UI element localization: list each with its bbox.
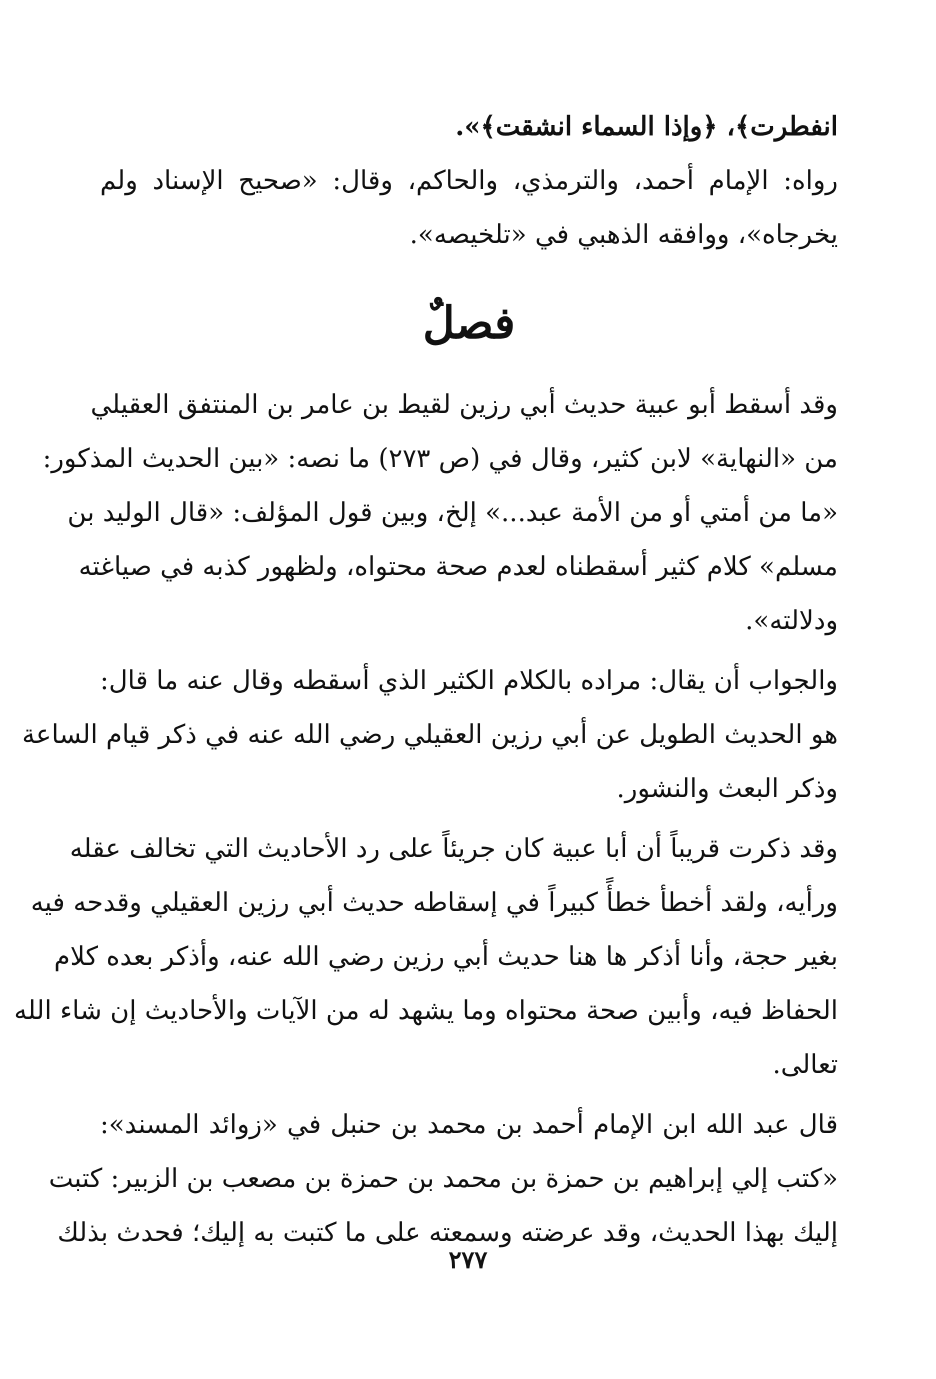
paragraph-1	[42, 378, 838, 648]
paragraph-line: مسلم» كلام كثير أسقطناه لعدم صحة محتواه، ولظهور كذبه في صياغته	[78, 552, 838, 582]
section-heading: فصلٌ	[422, 298, 516, 349]
paragraph-line: ودلالته».	[745, 606, 838, 636]
paragraph-line: إليك بهذا الحديث، وقد عرضته وسمعته على ما كتبت به إليك؛ فحدث بذلك	[57, 1218, 838, 1248]
intro-line-3: يخرجاه»، ووافقه الذهبي في «تلخيصه».	[409, 220, 838, 250]
paragraph-line: والجواب أن يقال: مراده بالكلام الكثير الذي أسقطه وقال عنه ما قال:	[100, 666, 838, 696]
paragraph-3	[13, 822, 838, 1092]
paragraph-line: وقد أسقط أبو عبية حديث أبي رزين لقيط بن عامر بن المنتفق العقيلي	[90, 390, 838, 420]
page-body	[13, 100, 838, 1260]
paragraph-line: من «النهاية» لابن كثير، وقال في (ص ٢٧٣) ما نصه: «بين الحديث المذكور:	[42, 444, 838, 474]
paragraph-line: الحفاظ فيه، وأبين صحة محتواه وما يشهد له من الآيات والأحاديث إن شاء الله	[13, 996, 838, 1026]
paragraph-line: «ما من أمتي أو من الأمة عبد...» إلخ، وبين قول المؤلف: «قال الوليد بن	[67, 498, 838, 528]
paragraph-2	[21, 654, 838, 816]
page-number: ٢٧٧	[448, 1245, 488, 1274]
paragraph-line: هو الحديث الطويل عن أبي رزين العقيلي رضي الله عنه في ذكر قيام الساعة	[21, 720, 838, 750]
intro-line-2: رواه: الإمام أحمد، والترمذي، والحاكم، وقال: «صحيح الإسناد ولم	[100, 166, 838, 196]
intro-line-1: انفطرت﴾، ﴿وإذا السماء انشقت﴾».	[455, 112, 838, 142]
paragraph-4	[48, 1098, 838, 1260]
paragraph-line: وقد ذكرت قريباً أن أبا عبية كان جريئاً على رد الأحاديث التي تخالف عقله	[69, 834, 838, 864]
paragraph-line: «كتب إلي إبراهيم بن حمزة بن محمد بن حمزة بن مصعب بن الزبير: كتبت	[48, 1164, 838, 1194]
paragraph-line: بغير حجة، وأنا أذكر ها هنا حديث أبي رزين رضي الله عنه، وأذكر بعده كلام	[54, 942, 838, 972]
paragraph-line: ورأيه، ولقد أخطأ خطأً كبيراً في إسقاطه حديث أبي رزين العقيلي وقدحه فيه	[30, 888, 838, 918]
paragraph-line: تعالى.	[772, 1050, 838, 1080]
paragraph-line: قال عبد الله ابن الإمام أحمد بن محمد بن حنبل في «زوائد المسند»:	[100, 1110, 838, 1140]
paragraph-line: وذكر البعث والنشور.	[616, 774, 838, 804]
